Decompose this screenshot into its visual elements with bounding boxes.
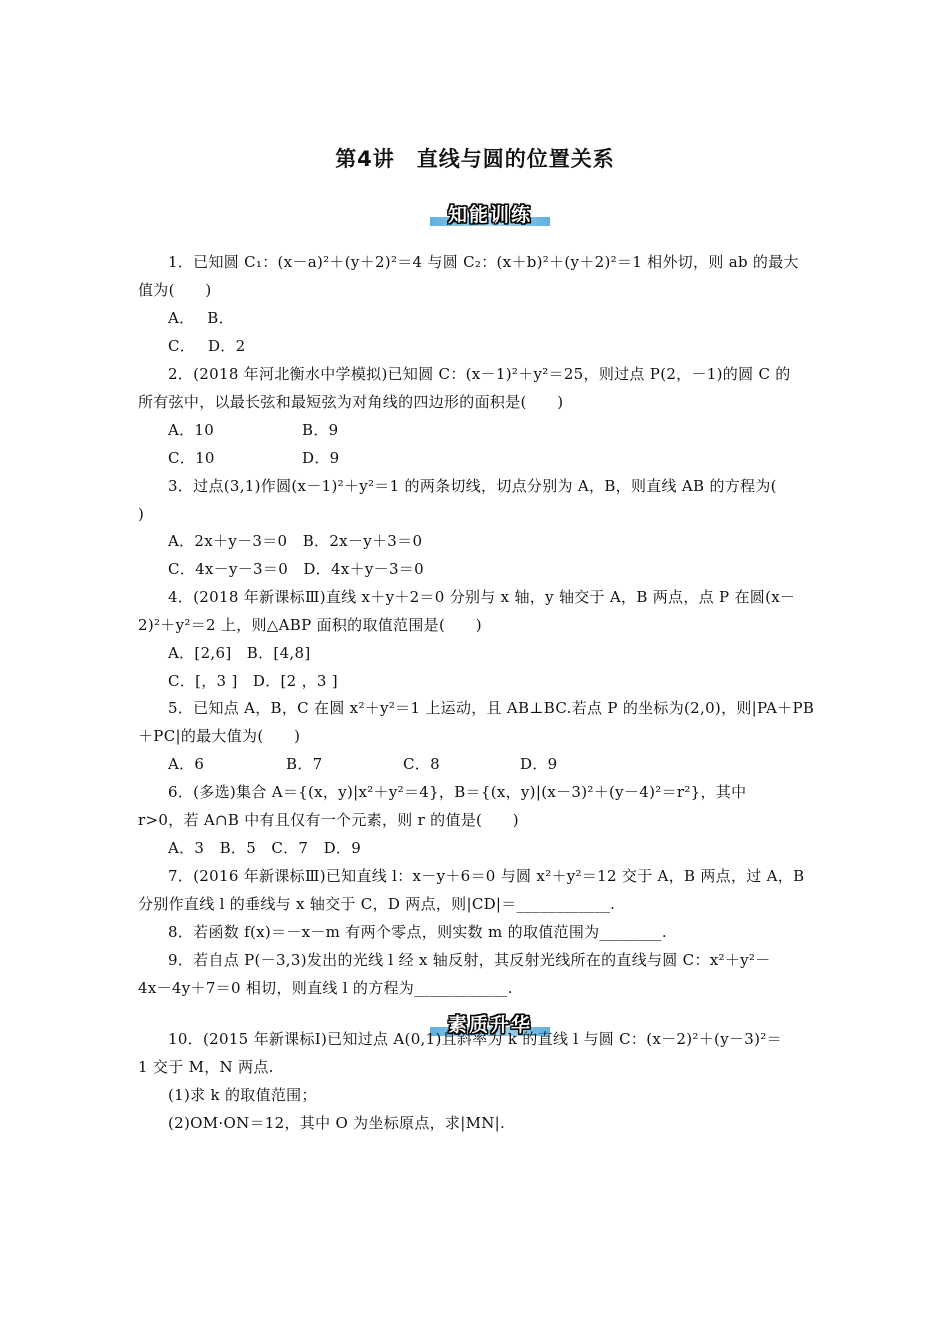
text-line: 所有弦中，以最长弦和最短弦为对角线的四边形的面积是( ) (138, 393, 564, 411)
text-line: B．7 (286, 755, 323, 773)
text-line: A． B． (168, 309, 234, 327)
banner-label: 知能训练 (447, 204, 532, 226)
text-line: (2)OM·ON＝12，其中 O 为坐标原点，求|MN|. (168, 1114, 506, 1132)
text-line: ＋PC|的最大值为( ) (138, 727, 301, 745)
text-line: C．8 (403, 755, 440, 773)
text-line: 5．已知点 A，B，C 在圆 x²＋y²＝1 上运动，且 AB⊥BC.若点 P 的坐标为(2,0)，则|PA＋PB (168, 699, 815, 717)
text-line: 7．(2016 年新课标Ⅲ)已知直线 l：x－y＋6＝0 与圆 x²＋y²＝12 交于 A，B 两点，过 A，B (168, 867, 805, 885)
text-line: A．2x＋y－3＝0 B．2x－y＋3＝0 (168, 532, 423, 550)
text-line: ) (138, 505, 145, 523)
text-line: 3．过点(3,1)作圆(x－1)²＋y²＝1 的两条切线，切点分别为 A，B，则直线 AB 的方程为( (168, 477, 777, 495)
text-line: 2)²＋y²＝2 上，则△ABP 面积的取值范围是( ) (138, 616, 482, 634)
text-line: 1 交于 M，N 两点. (138, 1058, 274, 1076)
text-line: C．4x－y－3＝0 D．4x＋y－3＝0 (168, 560, 424, 578)
section-banner-training (430, 200, 550, 228)
text-line: r>0，若 A∩B 中有且仅有一个元素，则 r 的值是( ) (138, 811, 519, 829)
text-line: 8．若函数 f(x)＝－x－m 有两个零点，则实数 m 的取值范围为________. (168, 923, 667, 941)
text-line: 4．(2018 年新课标Ⅲ)直线 x＋y＋2＝0 分别与 x 轴，y 轴交于 A，B 两点，点 P 在圆(x－ (168, 588, 796, 606)
text-line: A．3 B．5 C．7 D．9 (168, 839, 362, 857)
text-line: D．9 (520, 755, 558, 773)
text-line: 分别作直线 l 的垂线与 x 轴交于 C，D 两点，则|CD|＝____________. (138, 895, 616, 913)
text-line: 10．(2015 年新课标Ⅰ)已知过点 A(0,1)且斜率为 k 的直线 l 与圆 C：(x－2)²＋(y－3)²＝ (168, 1030, 782, 1048)
text-line: A．[2,6] B．[4,8] (168, 644, 311, 662)
banner-label: 素质升华 (447, 1014, 532, 1036)
text-line: A．10 (168, 421, 215, 439)
text-line: 6．(多选)集合 A＝{(x，y)|x²＋y²＝4}，B＝{(x，y)|(x－3)²＋(y－4)²＝r²}，其中 (168, 783, 747, 801)
text-line: A．6 (168, 755, 205, 773)
text-line: C． D．2 (168, 337, 246, 355)
text-line: B．9 (302, 421, 339, 439)
text-line: (1)求 k 的取值范围； (168, 1086, 317, 1104)
text-line: C．[，3 ] D．[2 ，3 ] (168, 672, 338, 690)
text-line: 1．已知圆 C₁：(x－a)²＋(y＋2)²＝4 与圆 C₂：(x＋b)²＋(y＋2)²＝1 相外切，则 ab 的最大 (168, 253, 799, 271)
text-line: 4x－4y＋7＝0 相切，则直线 l 的方程为____________. (138, 979, 513, 997)
text-line: 9．若自点 P(－3,3)发出的光线 l 经 x 轴反射，其反射光线所在的直线与圆 C：x²＋y²－ (168, 951, 771, 969)
text-line: 2．(2018 年河北衡水中学模拟)已知圆 C：(x－1)²＋y²＝25，则过点 P(2，－1)的圆 C 的 (168, 365, 791, 383)
text-line: D．9 (302, 449, 340, 467)
text-line: C．10 (168, 449, 215, 467)
text-line: 值为( ) (138, 281, 212, 299)
page-title: 第4讲 直线与圆的位置关系 (335, 147, 615, 171)
